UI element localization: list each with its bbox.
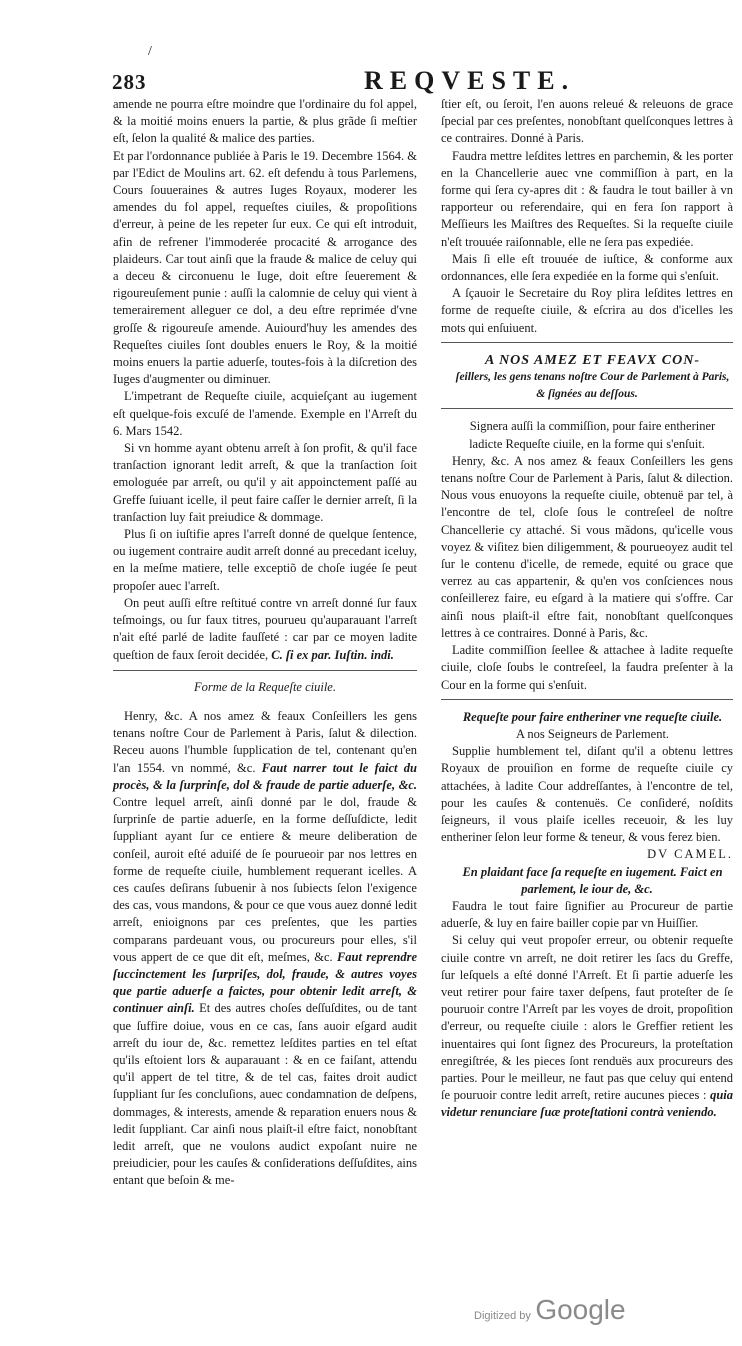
right-paragraph-6: Henry, &c. A nos amez & feaux Conſeillers les gens tenans noſtre Cour de Parlement à Paris, ſalut & dilection. Nous vous enuoyons la requeſte ciuile, obtenuë par tel, à l'encontre de tel, cloſe ſous le contreſeel de noſtre Chancellerie cy attaché. Si vous mãdons, qu'icelle vous voyez & viſitez bien diligemment, & pourueoyez audit tel ſur le contenu d'icelle, de remede, equité ou grace que verrez au cas appartenir, & qu'en vos conſciences nous conſeillerez faire, eu eſgard à la matiere qui s'offre. Car ainſi nous plaiſt-il eſtre fait, nonobſtant quelſconques lettres à ce contraires. Donné à Paris, &c. xyxy=(441,453,733,640)
right-paragraph-11 xyxy=(441,932,733,1121)
latin-quote: quia videtur renunciare ſuæ proteſtationi contrà veniendo. xyxy=(441,1088,734,1120)
right-paragraph-8: Supplie humblement tel, diſant qu'il a obtenu lettres Royaux de prouiſion en forme de requeſte ciuile cy attachées, à ladite Cour addreſſantes, à l'encontre de tel, pour les cauſes & contenuës. Ce conſideré, noſdits ſeigneurs, il vous plaiſe icelles receuoir, & les luy entheriner ſelon leur forme & teneur, & vous ferez bien. xyxy=(441,744,733,845)
address-title: A NOS AMEZ ET FEAVX CON- xyxy=(485,352,700,368)
left-paragraph-2: Et par l'ordonnance publiée à Paris le 19. Decembre 1564. & par l'Edict de Moulins art. 62. eſt defendu à tous Parlemens, Cours ſouueraines & autres Iuges Royaux, moderer les amendes du fol appel, requeſtes ciuiles, & propoſitions d'erreur, à peine de les repeter ſur eux. Ce qui eſt introduit, afin de refrener l'immoderée procacité & arrogance des plaideurs. Car tout ainſi que la fraude & malice de celuy qui a deceu & circonuenu le Iuge, doit eſtre ſeuerement & rigoureuſement punie : auſſi la calomnie de celuy qui vient à temerairement alleguer ce dol, a deu eſtre reprimée d'vne groſſe & rigoureuſe amende. Auiourd'huy les amendes des Requeſtes ciuiles ſont doubles enuers le Roy, & la moitié moins enuers la partie aduerſe, toutes-fois à la diſcretion des Iuges d'augmenter ou diminuer. xyxy=(113,148,417,387)
left-paragraph-4: Si vn homme ayant obtenu arreſt à ſon profit, & qu'il face tranſaction ignorant ledit arreſt, & que la tranſaction ſoit emologuée par arreſt, ou qu'il y ait appoinctement paſſé au Greffe ſuiuant icelle, il peut faire caſſer le dernier arreſt, ſi la tranſaction luy fait preiudice & dommage. xyxy=(113,441,417,524)
left-paragraph-6 xyxy=(113,595,417,664)
left-paragraph-7-instruction: Faut narrer tout le faict du procès, & la ſurprinſe, dol & fraude de partie aduerſe, &c. xyxy=(113,760,418,792)
digitized-watermark xyxy=(474,1294,626,1326)
signature: DV CAMEL. xyxy=(647,847,733,862)
left-paragraph-7-text: Henry, &c. A nos amez & feaux Conſeillers les gens tenans noſtre Cour de Parlement à Paris, ſalut & dilection. Receu auons l'humble ſupplication de tel, contenant qu'en l'an 1554. vn nommé, &c. xyxy=(113,708,417,775)
left-paragraph-7-end: Et des autres choſes deſſuſdites, ou de tant que ſuffire doiue, vous en ce cas, ſans auoir eſgard audit arreſt du iour de, &c. remettez leſdites parties en tel eſtat qu'ils eſtoient lors & auparauant : & en ce faiſant, attendu qu'il appert de tel titre, & de tel cas, faites droit audict ſuppliant ſur ſes concluſions, auec condamnation de deſpens, dommages, & interests, amende & reparation enuers nous & ledit ſuppliant. Car ainſi nous plaiſt-il eſtre faict, nonobſtant ledit arreſt, que ne voulons audict expoſant nuire ne preiudicier, pour les cauſes & conſiderations deſſuſdites, ains entant que beſoin & me- xyxy=(113,1001,418,1188)
right-column xyxy=(441,96,733,1122)
left-paragraph-7 xyxy=(113,708,417,1190)
address-subtitle: ſeillers, les gens tenans noſtre Cour de Parlement à Paris, & ſignées au deſſous. xyxy=(455,371,730,401)
right-paragraph-4: A ſçauoir le Secretaire du Roy plira leſdites lettres en forme de requeſte ciuile, & eſcrira au dos d'icelles les mots qui enſuiuent. xyxy=(441,286,733,335)
left-paragraph-5: Plus ſi on iuſtifie apres l'arreſt donné de quelque ſentence, ou iugement contraire audit arreſt donné au precedant iceluy, en la meſme matiere, telle exceptiõ de choſe iugée ſe peut propoſer auec l'arreſt. xyxy=(113,527,417,593)
digitized-by-text: Digitized by xyxy=(474,1310,531,1322)
right-paragraph-7: Ladite commiſſion ſeellee & attachee à ladite requeſte ciuile, cloſe ſoubs le contreſeel, la faudra preſenter à la Cour en la forme qui s'enſuit. xyxy=(441,643,733,692)
left-paragraph-6-text: On peut auſſi eſtre reſtitué contre vn arreſt donné ſur faux teſmoings, ou ſur faux titres, pourueu qu'auparauant l'arreſt n'ait eſté parlé de ladite fauſſeté : car par ce moyen ladite queſtion de faux ſeroit decidée, xyxy=(113,595,417,662)
right-paragraph-1: ſtier eſt, ou ſeroit, l'en auons releué & releuons de grace ſpecial par ces preſentes, nonobſtant quelſconques lettres à ce contraires. Donné à Paris. xyxy=(441,97,733,146)
pleading-note: En plaidant face ſa requeſte en iugement. Faict en parlement, le iour de, &c. xyxy=(462,864,723,896)
folio-mark: / xyxy=(148,44,152,59)
right-paragraph-3: Mais ſi elle eſt trouuée de iuſtice, & conforme aux ordonnances, elle ſera expediée en la forme qui s'enſuit. xyxy=(441,251,733,284)
seigneurs-heading: A nos Seigneurs de Parlement. xyxy=(515,726,670,741)
left-paragraph-3: L'impetrant de Requeſte ciuile, acquieſçant au iugement eſt quelque-fois excuſé de l'amende. Exemple en l'Arreſt du 6. Mars 1542. xyxy=(113,389,417,438)
left-paragraph-1: amende ne pourra eſtre moindre que l'ordinaire du fol appel, & la moitié moins enuers la partie, & plus grãde ſi meſtier eſt, ſelon la qualité & malice des parties. xyxy=(113,97,417,146)
right-paragraph-10: Faudra le tout faire ſignifier au Procureur de partie aduerſe, & luy en faire bailler copie par vn Huiſſier. xyxy=(441,898,733,931)
section-divider xyxy=(113,670,417,671)
commission-note: Signera auſſi la commiſſion, pour faire entheriner ladicte Requeſte ciuile, en la forme qui s'enſuit. xyxy=(469,419,716,451)
section-divider xyxy=(441,408,733,409)
section-divider xyxy=(441,342,733,343)
legal-citation: C. ſi ex par. Iuſtin. indi. xyxy=(271,647,394,662)
form-title: Forme de la Requeſte ciuile. xyxy=(194,679,336,694)
page-number: 283 xyxy=(112,70,147,94)
left-paragraph-7-instruction-2: Faut reprendre ſuccinctement les ſurpriſes, dol, fraude, & autres voyes que partie aduerſe a faictes, pour obtenir ledit arreſt, & continuer ainſi. xyxy=(113,949,417,1016)
google-logo: Google xyxy=(535,1294,626,1325)
section-divider xyxy=(441,699,733,700)
right-paragraph-2: Faudra mettre leſdites lettres en parchemin, & les porter en la Chancellerie auec vne commiſſion à part, en la forme qui ſera cy-apres dit : & faudra le tout bailler à vn rapporteur ou referendaire, qui en fera ſon rapport à Meſſieurs les Maiſtres des Requeſtes. Si la requeſte ciuile n'eſt trouuée raiſonnable, elle ne ſera pas expediée. xyxy=(441,148,733,249)
running-head: REQVESTE. xyxy=(364,66,576,95)
left-column xyxy=(113,96,417,1190)
request-title: Requeſte pour faire entheriner vne requeſte ciuile. xyxy=(462,709,723,724)
right-paragraph-11-text: Si celuy qui veut propoſer erreur, ou obtenir requeſte ciuile contre vn arreſt, ne doit retirer les ſacs du Greffe, ſur leſquels a eſté donné l'Arreſt. Et ſi partie aduerſe les veut retirer pour faire taxer deſpens, faut proteſter de ſe pouruoir contre l'Arreſt par les voyes de droit, propoſition d'erreur, ou requeſte ciuile : alors le Greffier retient les inuentaires qui ſont ſignez des Procureurs, la proteſtation enregiſtrée, & les pieces ſont renduës aux procureurs des parties. Pour le meilleur, ne faut pas que celuy qui entend ſe pouruoir contre ledit arreſt, retire aucunes pieces : xyxy=(441,933,733,1103)
left-paragraph-7-rest: Contre lequel arreſt, ainſi donné par le dol, fraude & ſurprinſe de partie aduerſe, en la forme deſſuſdicte, ledit ſuppliant ayant ſur ce entiere & meure deliberation de conſeil, auroit eſté aduiſé de ſe pourueoir par nos lettres en forme de requeſte ciuile, humblement requerant icelles. A ces cauſes deſirans ſubuenir à nos ſubiects ſelon l'exigence des cas, vous mandons, & pour ce que vous auez donné ledit arreſt, enioignons par ces preſentes, que les parties comparans pardeuant vous, ou procureurs pour elles, s'il vous appert de ce que dit eſt, meſmes, &c. xyxy=(113,794,417,964)
